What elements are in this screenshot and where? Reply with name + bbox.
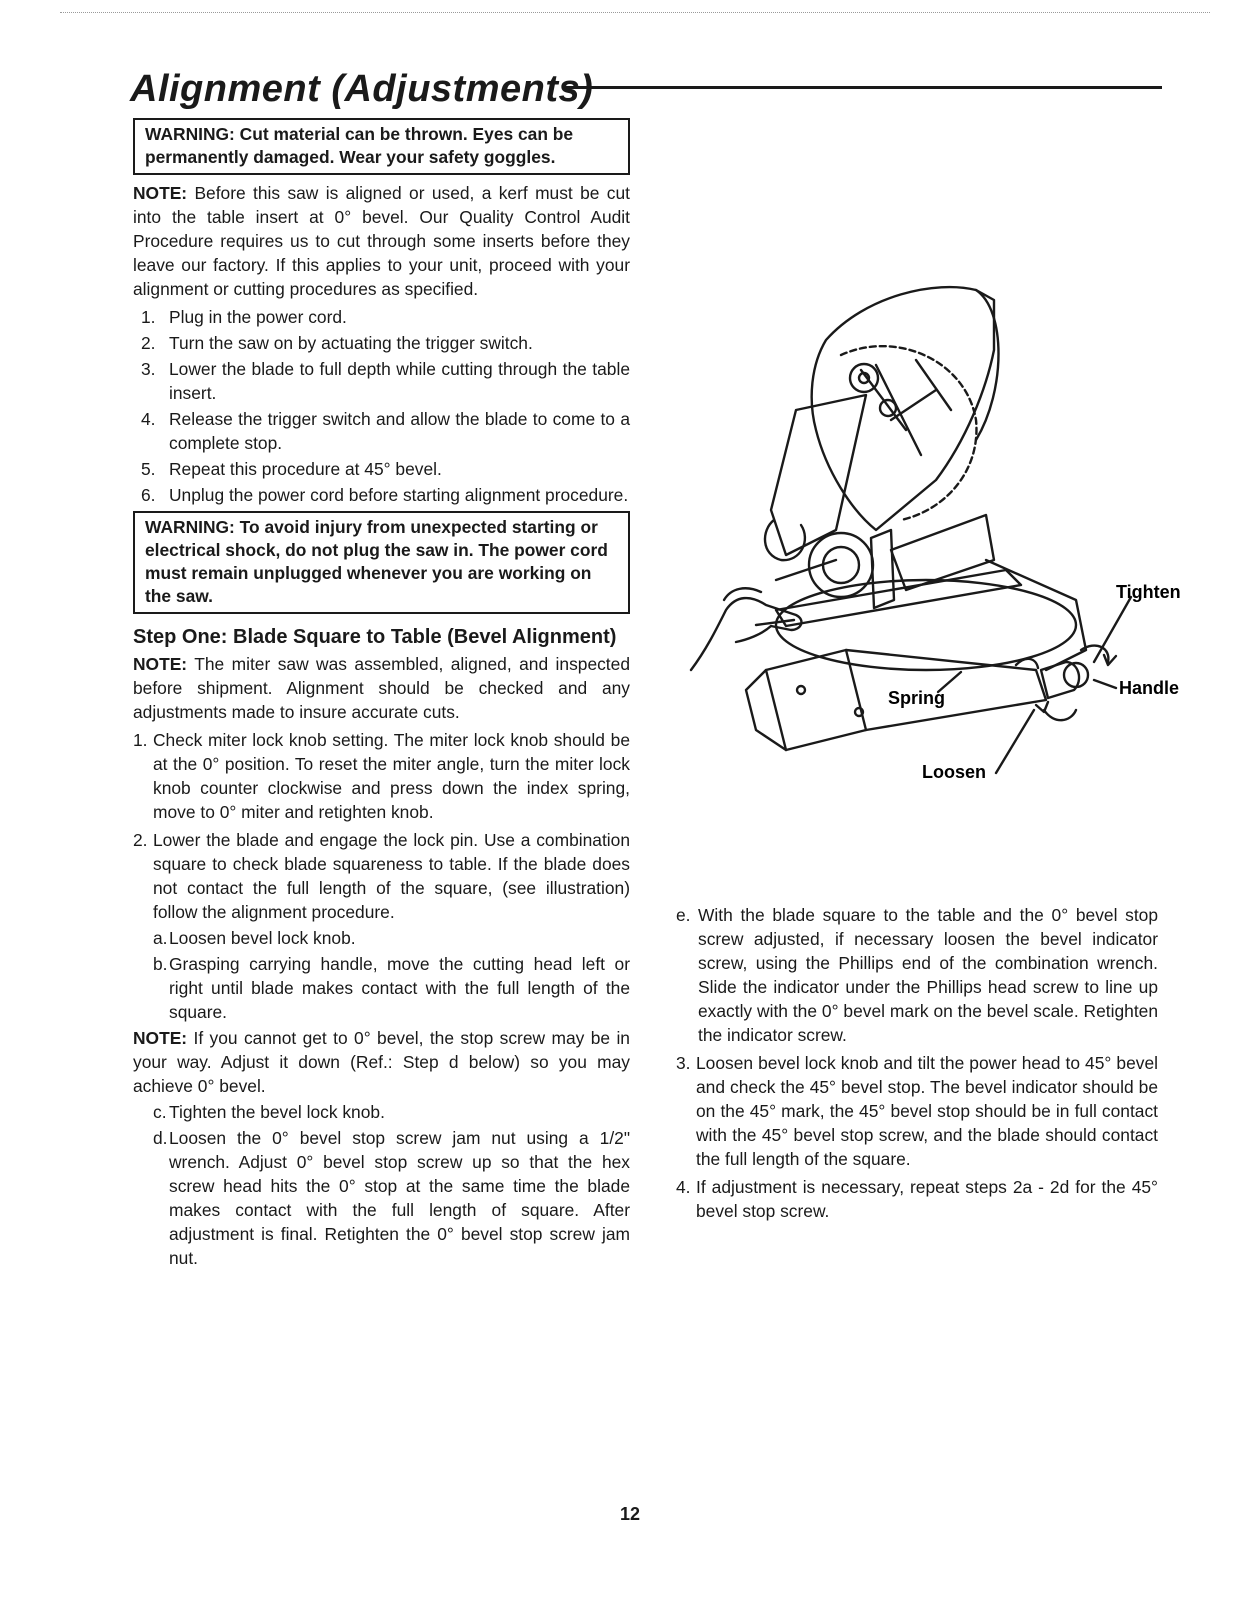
warning-unplug: WARNING: To avoid injury from unexpected starting or electrical shock, do not plug the saw in. The power cord must remain unplugged whenever you are working on the saw. xyxy=(133,511,630,614)
note-shipment: NOTE: The miter saw was assembled, aligned, and inspected before shipment. Alignment should be checked and any adjustments made to insure accurate cuts. xyxy=(133,654,630,722)
right-column xyxy=(676,901,1158,1223)
left-column xyxy=(133,118,630,1270)
fence xyxy=(891,515,994,590)
note-text: Before this saw is aligned or used, a kerf must be cut into the table insert at 0° bevel. Our Quality Control Audit Procedure requires us to cut through some inserts before they leave our factory. If this applies to your unit, proceed with your alignment or cutting procedures as specified. xyxy=(133,183,630,299)
list-item: e. With the blade square to the table and the 0° bevel stop screw adjusted, if necessary loosen the bevel indicator screw, using the Phillips end of the combination wrench. Slide the indicator under the Phillips head screw to line up exactly with the 0° bevel mark on the bevel scale. Retighten the indicator screw. xyxy=(676,905,1158,1045)
label-tighten: Tighten xyxy=(1116,582,1181,602)
combination-square xyxy=(871,530,894,608)
page-title: Alignment (Adjustments) xyxy=(130,68,594,110)
note-label: NOTE: xyxy=(133,183,188,203)
miter-knob xyxy=(1041,662,1079,698)
list-item: c. Tighten the bevel lock knob. xyxy=(153,1102,385,1122)
label-spring: Spring xyxy=(888,688,945,708)
list-item: 3. Lower the blade to full depth while cutting through the table insert. xyxy=(141,359,630,403)
list-item: 1. Plug in the power cord. xyxy=(141,307,347,327)
list-item: a. Loosen bevel lock knob. xyxy=(153,928,356,948)
list-item: 5. Repeat this procedure at 45° bevel. xyxy=(141,459,442,479)
kerf-steps xyxy=(133,305,630,507)
list-item: 2. Lower the blade and engage the lock pin. Use a combination square to check blade squareness to table. If the blade does not contact the full length of the square, (see illustration) follow the alignment procedure. xyxy=(133,830,630,922)
list-item: d. Loosen the 0° bevel stop screw jam nut using a 1/2" wrench. Adjust 0° bevel stop screw up so that the hex screw head hits the 0° stop at the same time the blade makes contact with the full length of square. After adjustment is final. Retighten the 0° bevel stop screw jam nut. xyxy=(153,1128,630,1268)
list-item: 3. Loosen bevel lock knob and tilt the power head to 45° bevel and check the 45° bevel stop. The bevel indicator should be on the 45° mark, the 45° bevel stop should be in full contact with the 45° bevel stop screw, and the blade should contact the full length of the square. xyxy=(676,1053,1158,1169)
motor-arm xyxy=(771,395,866,555)
arbor-bolt xyxy=(850,364,878,392)
label-handle: Handle xyxy=(1119,678,1180,698)
list-item: 6. Unplug the power cord before starting alignment procedure. xyxy=(141,485,629,505)
loosen-arrow xyxy=(1044,710,1076,720)
list-item: 4. If adjustment is necessary, repeat steps 2a - 2d for the 45° bevel stop screw. xyxy=(676,1177,1158,1221)
note-stop-screw: NOTE: If you cannot get to 0° bevel, the stop screw may be in your way. Adjust it down (Ref.: Step d below) so you may achieve 0° bevel. xyxy=(133,1028,630,1096)
warning-goggles: WARNING: Cut material can be thrown. Eyes can be permanently damaged. Wear your safety goggles. xyxy=(133,118,630,175)
label-loosen: Loosen xyxy=(922,762,987,782)
blade-guard xyxy=(812,287,994,530)
page-number: 12 xyxy=(619,1504,641,1524)
list-item: 2. Turn the saw on by actuating the trigger switch. xyxy=(141,333,533,353)
list-item: 4. Release the trigger switch and allow the blade to come to a complete stop. xyxy=(141,409,630,453)
list-item: 1. Check miter lock knob setting. The miter lock knob should be at the 0° position. To reset the miter angle, turn the miter lock knob counter clockwise and press down the index spring, move to 0° miter and retighten knob. xyxy=(133,730,630,822)
title-rule xyxy=(565,86,1162,89)
note-kerf xyxy=(133,181,630,301)
scan-edge-dots xyxy=(60,12,1210,15)
list-item: b. Grasping carrying handle, move the cutting head left or right until blade makes contact with the full length of the square. xyxy=(153,954,630,1022)
miter-saw-illustration xyxy=(676,270,1216,790)
step-one-heading: Step One: Blade Square to Table (Bevel Alignment) xyxy=(133,626,617,648)
